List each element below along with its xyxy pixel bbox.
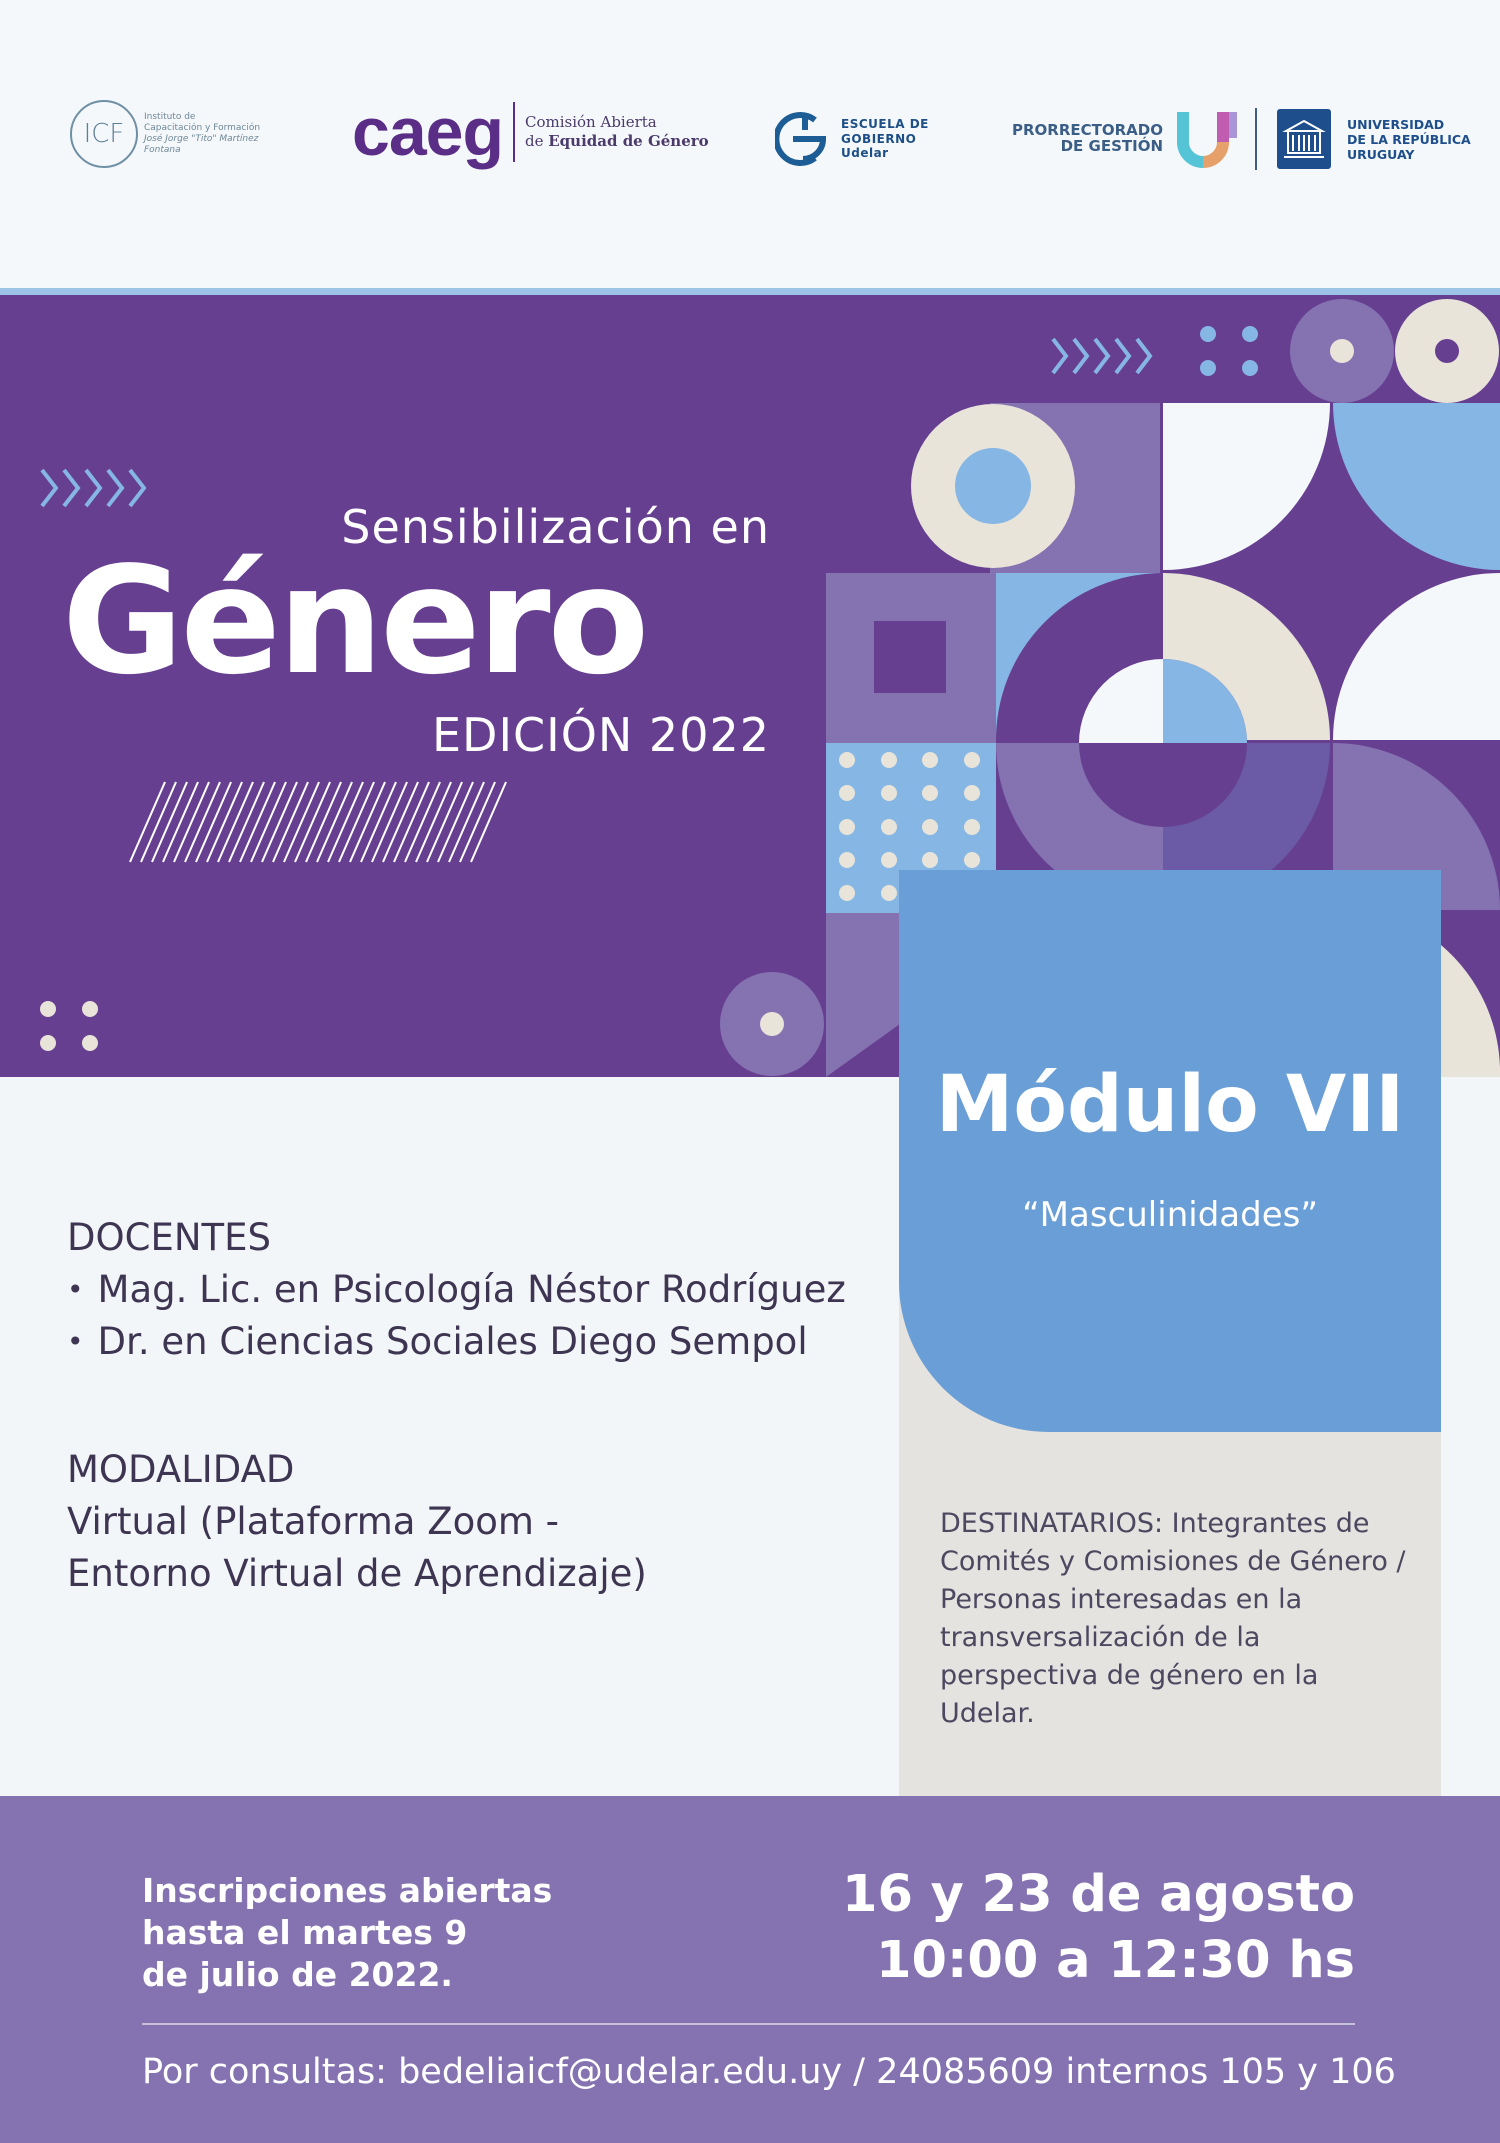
icf-line1: Instituto de: [144, 112, 196, 123]
caeg-logo: [352, 94, 709, 170]
docente-2: Dr. en Ciencias Sociales Diego Sempol: [97, 1320, 808, 1363]
event-dates: [842, 1862, 1355, 1994]
module-card: [899, 870, 1441, 1432]
docente-1: Mag. Lic. en Psicología Néstor Rodríguez: [97, 1268, 846, 1311]
insc-line3: de julio de 2022.: [142, 1955, 453, 1994]
caeg-line2-bold: Equidad de Género: [548, 132, 709, 150]
inscripciones-text: [142, 1870, 552, 1996]
event-time: 10:00 a 12:30 hs: [875, 1931, 1355, 1990]
logo-bar: [0, 0, 1500, 288]
icf-line2: Capacitación y Formación: [144, 123, 261, 134]
escuela-gobierno-icon: [775, 108, 831, 170]
hero-subtitle: Sensibilización en: [341, 500, 770, 554]
header-divider-line: [0, 288, 1500, 295]
modalidad-section: [67, 1444, 647, 1600]
module-title: Módulo VII: [935, 1060, 1405, 1150]
escuela-line2: GOBIERNO: [841, 131, 917, 146]
hatch-lines: [130, 782, 506, 862]
insc-line2: hasta el martes 9: [142, 1913, 468, 1952]
event-date: 16 y 23 de agosto: [841, 1865, 1355, 1924]
list-item: [67, 1316, 846, 1368]
modalidad-line1: Virtual (Plataforma Zoom -: [67, 1500, 560, 1543]
dots-top: [1200, 326, 1258, 376]
prorrectorado-udelar-logo: [1012, 108, 1471, 170]
docentes-heading: DOCENTES: [67, 1216, 271, 1259]
dots-left: [40, 1001, 98, 1051]
prorrectorado-line1: PRORRECTORADO: [1012, 121, 1163, 140]
module-subtitle: “Masculinidades”: [1022, 1195, 1318, 1235]
list-item: [67, 1264, 846, 1316]
logo-divider: [1255, 108, 1257, 170]
udelar-line1: UNIVERSIDAD: [1347, 116, 1445, 132]
footer-divider: [142, 2023, 1355, 2025]
caeg-divider: [513, 102, 515, 162]
udelar-seal-icon: [1277, 109, 1331, 169]
modalidad-heading: MODALIDAD: [67, 1448, 295, 1491]
destinatarios-text: DESTINATARIOS: Integrantes de Comités y Comisiones de Género / Personas interesadas en la transversalización de la perspectiva de género en la Udelar.: [940, 1508, 1406, 1729]
arrows-top-icon: [1053, 339, 1150, 373]
udelar-line3: URUGUAY: [1347, 146, 1415, 162]
hero-edition: EDICIÓN 2022: [431, 708, 770, 762]
caeg-wordmark: caeg: [352, 94, 503, 170]
docentes-section: [67, 1212, 846, 1368]
hero-title: Género: [62, 535, 647, 707]
caeg-line1: Comisión Abierta: [525, 112, 657, 131]
prorrectorado-u-icon: [1177, 108, 1243, 170]
escuela-gobierno-logo: [775, 108, 929, 170]
insc-line1: Inscripciones abiertas: [142, 1871, 553, 1910]
modalidad-line2: Entorno Virtual de Aprendizaje): [67, 1552, 647, 1595]
arrows-left-icon: [42, 470, 144, 506]
bullet-icon: •: [67, 1325, 84, 1358]
escuela-line3: Udelar: [841, 146, 889, 161]
bullet-icon: •: [67, 1273, 84, 1306]
icf-logo-mark: ICF: [70, 100, 138, 168]
caeg-line2-pre: de: [525, 132, 549, 150]
contact-line: Por consultas: bedeliaicf@udelar.edu.uy / 24085609 internos 105 y 106: [142, 2052, 1396, 2092]
udelar-line2: DE LA REPÚBLICA: [1347, 131, 1471, 147]
escuela-line1: ESCUELA DE: [841, 117, 929, 132]
icf-logo: [70, 100, 264, 168]
icf-line3: José Jorge "Tito" Martínez Fontana: [144, 134, 259, 155]
prorrectorado-line2: DE GESTIÓN: [1060, 137, 1163, 155]
